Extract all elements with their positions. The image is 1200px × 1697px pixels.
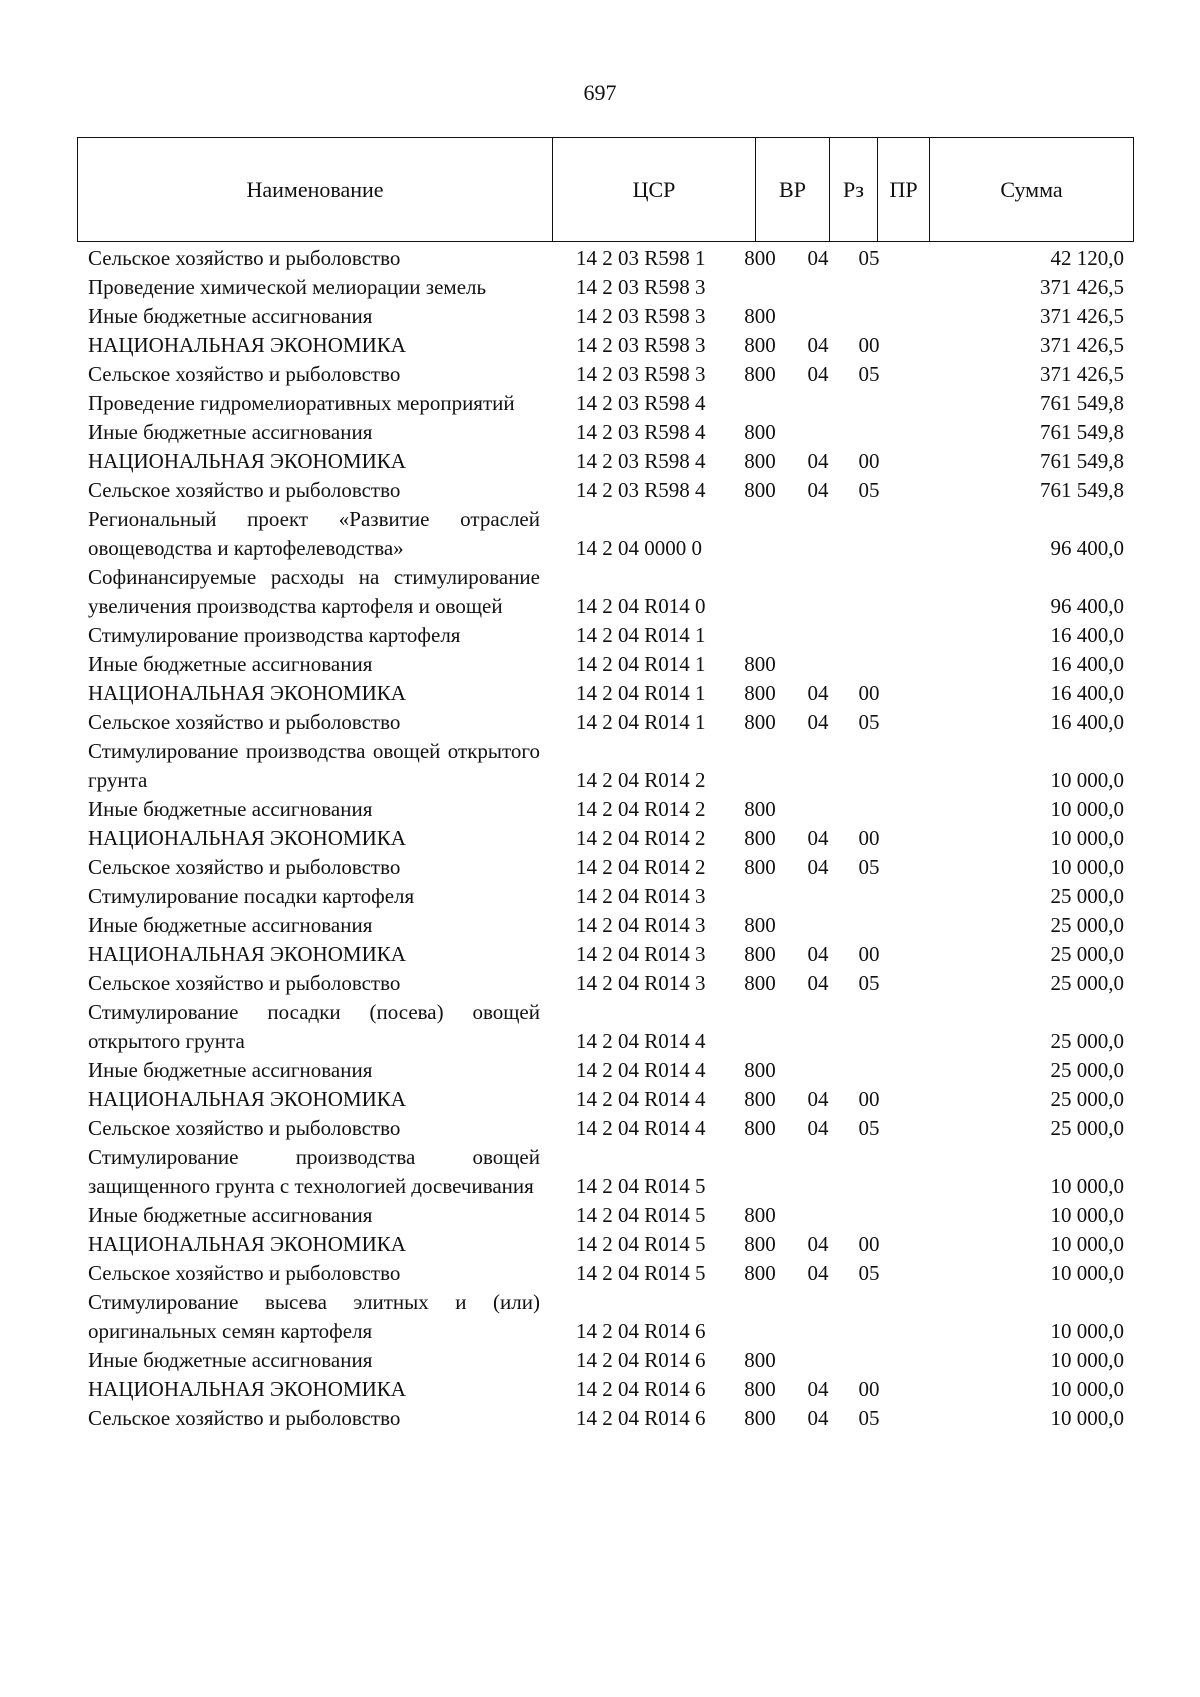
row-csr: 14 2 04 R014 4 <box>576 1116 706 1140</box>
row-name: Стимулирование производства картофеля <box>88 623 461 647</box>
table-row <box>88 418 1124 447</box>
table-row <box>88 998 1124 1056</box>
row-sum: 25 000,0 <box>1050 1116 1124 1140</box>
row-name: НАЦИОНАЛЬНАЯ ЭКОНОМИКА <box>88 1232 406 1256</box>
row-sum: 10 000,0 <box>1050 1348 1124 1372</box>
table-row <box>88 505 1124 563</box>
row-name: Проведение химической мелиорации земель <box>88 275 487 299</box>
row-name: Иные бюджетные ассигнования <box>88 304 373 328</box>
row-sum: 16 400,0 <box>1050 681 1124 705</box>
row-csr: 14 2 04 R014 4 <box>576 1058 706 1082</box>
row-sum: 10 000,0 <box>1050 1406 1124 1430</box>
row-vr: 800 <box>744 1348 776 1372</box>
row-name: Иные бюджетные ассигнования <box>88 1348 373 1372</box>
row-csr: 14 2 04 R014 4 <box>576 1087 706 1111</box>
row-pr: 00 <box>858 333 880 357</box>
row-name: Иные бюджетные ассигнования <box>88 797 373 821</box>
row-sum: 25 000,0 <box>1050 1058 1124 1082</box>
table-row <box>88 302 1124 331</box>
table-row <box>88 795 1124 824</box>
row-vr: 800 <box>744 304 776 328</box>
header-sum: Сумма <box>930 138 1134 242</box>
row-pr: 05 <box>858 855 880 879</box>
row-csr: 14 2 03 R598 4 <box>576 420 706 444</box>
row-name: НАЦИОНАЛЬНАЯ ЭКОНОМИКА <box>88 942 406 966</box>
row-name: Иные бюджетные ассигнования <box>88 420 373 444</box>
row-sum: 25 000,0 <box>1050 942 1124 966</box>
row-sum: 25 000,0 <box>1050 1087 1124 1111</box>
table-header <box>77 137 1134 242</box>
table-row <box>88 476 1124 505</box>
row-rz: 04 <box>807 1087 829 1111</box>
table-row <box>88 621 1124 650</box>
row-vr: 800 <box>744 1406 776 1430</box>
row-csr: 14 2 03 R598 3 <box>576 333 706 357</box>
table-row <box>88 940 1124 969</box>
row-vr: 800 <box>744 1203 776 1227</box>
row-name: НАЦИОНАЛЬНАЯ ЭКОНОМИКА <box>88 333 406 357</box>
row-name: Сельское хозяйство и рыболовство <box>88 362 401 386</box>
table-row <box>88 273 1124 302</box>
row-name: Сельское хозяйство и рыболовство <box>88 710 401 734</box>
table-row <box>88 1056 1124 1085</box>
row-csr: 14 2 04 R014 6 <box>576 1377 706 1401</box>
row-name: Стимулирование производства овощей защищенного грунта с технологией досвечивания <box>88 1145 540 1198</box>
row-sum: 96 400,0 <box>1050 594 1124 618</box>
row-csr: 14 2 04 R014 5 <box>576 1174 706 1198</box>
row-csr: 14 2 04 R014 2 <box>576 855 706 879</box>
row-pr: 00 <box>858 942 880 966</box>
row-pr: 05 <box>858 1261 880 1285</box>
row-sum: 25 000,0 <box>1050 884 1124 908</box>
row-pr: 00 <box>858 449 880 473</box>
table-row <box>88 1404 1124 1433</box>
row-name: Сельское хозяйство и рыболовство <box>88 1261 401 1285</box>
row-sum: 16 400,0 <box>1050 652 1124 676</box>
row-name: Сельское хозяйство и рыболовство <box>88 1406 401 1430</box>
row-pr: 00 <box>858 681 880 705</box>
row-csr: 14 2 04 R014 5 <box>576 1203 706 1227</box>
row-name: Иные бюджетные ассигнования <box>88 652 373 676</box>
row-csr: 14 2 04 R014 6 <box>576 1406 706 1430</box>
row-rz: 04 <box>807 855 829 879</box>
row-sum: 10 000,0 <box>1050 1232 1124 1256</box>
row-csr: 14 2 03 R598 1 <box>576 246 706 270</box>
row-sum: 10 000,0 <box>1050 1203 1124 1227</box>
table-row <box>88 708 1124 737</box>
row-sum: 10 000,0 <box>1050 826 1124 850</box>
row-sum: 16 400,0 <box>1050 623 1124 647</box>
table-row <box>88 1143 1124 1201</box>
row-name: Сельское хозяйство и рыболовство <box>88 246 401 270</box>
row-vr: 800 <box>744 1087 776 1111</box>
row-rz: 04 <box>807 246 829 270</box>
row-name: Стимулирование посадки (посева) овощей открытого грунта <box>88 1000 540 1053</box>
table-row <box>88 244 1124 273</box>
row-csr: 14 2 04 R014 5 <box>576 1261 706 1285</box>
table-row <box>88 1259 1124 1288</box>
row-csr: 14 2 04 R014 3 <box>576 913 706 937</box>
row-name: Сельское хозяйство и рыболовство <box>88 478 401 502</box>
table-row <box>88 1114 1124 1143</box>
row-vr: 800 <box>744 652 776 676</box>
table-row <box>88 911 1124 940</box>
row-pr: 05 <box>858 478 880 502</box>
table-row <box>88 1288 1124 1346</box>
row-vr: 800 <box>744 420 776 444</box>
header-vr: ВР <box>756 138 830 242</box>
row-sum: 10 000,0 <box>1050 855 1124 879</box>
row-csr: 14 2 04 R014 1 <box>576 623 706 647</box>
row-sum: 761 549,8 <box>1040 478 1124 502</box>
row-rz: 04 <box>807 1261 829 1285</box>
row-rz: 04 <box>807 478 829 502</box>
row-name: НАЦИОНАЛЬНАЯ ЭКОНОМИКА <box>88 449 406 473</box>
row-rz: 04 <box>807 1116 829 1140</box>
row-csr: 14 2 04 R014 5 <box>576 1232 706 1256</box>
row-rz: 04 <box>807 710 829 734</box>
row-csr: 14 2 03 R598 4 <box>576 478 706 502</box>
table-row <box>88 389 1124 418</box>
row-vr: 800 <box>744 855 776 879</box>
row-vr: 800 <box>744 913 776 937</box>
row-rz: 04 <box>807 362 829 386</box>
row-name: Иные бюджетные ассигнования <box>88 1203 373 1227</box>
row-sum: 371 426,5 <box>1040 333 1124 357</box>
row-vr: 800 <box>744 1377 776 1401</box>
row-pr: 05 <box>858 1116 880 1140</box>
row-rz: 04 <box>807 971 829 995</box>
row-rz: 04 <box>807 942 829 966</box>
row-csr: 14 2 04 R014 1 <box>576 681 706 705</box>
page-number: 697 <box>583 80 617 105</box>
row-sum: 25 000,0 <box>1050 971 1124 995</box>
row-csr: 14 2 04 R014 6 <box>576 1348 706 1372</box>
table-row <box>88 1085 1124 1114</box>
table-body <box>88 244 1124 1433</box>
row-name: НАЦИОНАЛЬНАЯ ЭКОНОМИКА <box>88 681 406 705</box>
row-vr: 800 <box>744 826 776 850</box>
row-vr: 800 <box>744 1232 776 1256</box>
row-sum: 761 549,8 <box>1040 449 1124 473</box>
row-name: Иные бюджетные ассигнования <box>88 1058 373 1082</box>
row-pr: 05 <box>858 362 880 386</box>
row-sum: 42 120,0 <box>1050 246 1124 270</box>
row-name: Сельское хозяйство и рыболовство <box>88 1116 401 1140</box>
table-row <box>88 650 1124 679</box>
row-vr: 800 <box>744 362 776 386</box>
row-name: Иные бюджетные ассигнования <box>88 913 373 937</box>
row-name: Сельское хозяйство и рыболовство <box>88 971 401 995</box>
row-pr: 00 <box>858 826 880 850</box>
row-vr: 800 <box>744 449 776 473</box>
row-pr: 00 <box>858 1087 880 1111</box>
table-row <box>88 737 1124 795</box>
row-sum: 761 549,8 <box>1040 391 1124 415</box>
row-csr: 14 2 04 R014 3 <box>576 884 706 908</box>
table-row <box>88 447 1124 476</box>
table-row <box>88 1230 1124 1259</box>
row-pr: 05 <box>858 710 880 734</box>
table-row <box>88 1346 1124 1375</box>
row-csr: 14 2 04 R014 2 <box>576 768 706 792</box>
row-vr: 800 <box>744 797 776 821</box>
row-pr: 05 <box>858 246 880 270</box>
row-vr: 800 <box>744 942 776 966</box>
row-sum: 96 400,0 <box>1050 536 1124 560</box>
row-rz: 04 <box>807 1377 829 1401</box>
row-vr: 800 <box>744 710 776 734</box>
row-rz: 04 <box>807 333 829 357</box>
row-sum: 10 000,0 <box>1050 1377 1124 1401</box>
row-csr: 14 2 04 R014 0 <box>576 594 706 618</box>
header-name: Наименование <box>78 138 553 242</box>
row-vr: 800 <box>744 246 776 270</box>
row-csr: 14 2 04 R014 2 <box>576 797 706 821</box>
row-rz: 04 <box>807 449 829 473</box>
row-vr: 800 <box>744 681 776 705</box>
row-name: Сельское хозяйство и рыболовство <box>88 855 401 879</box>
row-name: Стимулирование высева элитных и (или) оригинальных семян картофеля <box>88 1290 540 1343</box>
table-row <box>88 1375 1124 1404</box>
row-vr: 800 <box>744 1116 776 1140</box>
row-vr: 800 <box>744 971 776 995</box>
row-sum: 16 400,0 <box>1050 710 1124 734</box>
header-csr: ЦСР <box>553 138 756 242</box>
row-sum: 10 000,0 <box>1050 1174 1124 1198</box>
row-csr: 14 2 04 R014 4 <box>576 1029 706 1053</box>
row-name: Региональный проект «Развитие отраслей овощеводства и картофелеводства» <box>88 507 540 560</box>
row-rz: 04 <box>807 1232 829 1256</box>
row-sum: 371 426,5 <box>1040 275 1124 299</box>
row-sum: 371 426,5 <box>1040 304 1124 328</box>
row-csr: 14 2 04 R014 3 <box>576 942 706 966</box>
row-csr: 14 2 04 0000 0 <box>576 536 702 560</box>
row-rz: 04 <box>807 1406 829 1430</box>
row-csr: 14 2 03 R598 4 <box>576 449 706 473</box>
table-row <box>88 563 1124 621</box>
row-csr: 14 2 04 R014 3 <box>576 971 706 995</box>
row-name: НАЦИОНАЛЬНАЯ ЭКОНОМИКА <box>88 1377 406 1401</box>
row-csr: 14 2 03 R598 3 <box>576 275 706 299</box>
row-rz: 04 <box>807 826 829 850</box>
row-vr: 800 <box>744 1261 776 1285</box>
row-sum: 10 000,0 <box>1050 1319 1124 1343</box>
row-name: Проведение гидромелиоративных мероприятий <box>88 391 515 415</box>
row-vr: 800 <box>744 1058 776 1082</box>
table-row <box>88 331 1124 360</box>
row-csr: 14 2 04 R014 1 <box>576 652 706 676</box>
row-csr: 14 2 03 R598 3 <box>576 304 706 328</box>
row-rz: 04 <box>807 681 829 705</box>
row-name: Софинансируемые расходы на стимулирование увеличения производства картофеля и овощей <box>88 565 540 618</box>
row-sum: 10 000,0 <box>1050 797 1124 821</box>
row-csr: 14 2 03 R598 4 <box>576 391 706 415</box>
row-sum: 25 000,0 <box>1050 913 1124 937</box>
row-pr: 00 <box>858 1377 880 1401</box>
row-csr: 14 2 04 R014 6 <box>576 1319 706 1343</box>
header-rz: Рз <box>830 138 878 242</box>
row-name: НАЦИОНАЛЬНАЯ ЭКОНОМИКА <box>88 826 406 850</box>
table-row <box>88 969 1124 998</box>
row-sum: 371 426,5 <box>1040 362 1124 386</box>
table-row <box>88 882 1124 911</box>
row-sum: 10 000,0 <box>1050 1261 1124 1285</box>
table-row <box>88 679 1124 708</box>
row-sum: 761 549,8 <box>1040 420 1124 444</box>
row-csr: 14 2 03 R598 3 <box>576 362 706 386</box>
row-name: Стимулирование производства овощей открытого грунта <box>88 739 540 792</box>
row-csr: 14 2 04 R014 2 <box>576 826 706 850</box>
row-name: Стимулирование посадки картофеля <box>88 884 415 908</box>
row-name: НАЦИОНАЛЬНАЯ ЭКОНОМИКА <box>88 1087 406 1111</box>
row-pr: 05 <box>858 1406 880 1430</box>
header-pr: ПР <box>878 138 930 242</box>
table-row <box>88 1201 1124 1230</box>
row-vr: 800 <box>744 478 776 502</box>
row-pr: 00 <box>858 1232 880 1256</box>
table-row <box>88 853 1124 882</box>
row-sum: 25 000,0 <box>1050 1029 1124 1053</box>
row-sum: 10 000,0 <box>1050 768 1124 792</box>
table-row <box>88 360 1124 389</box>
row-vr: 800 <box>744 333 776 357</box>
row-csr: 14 2 04 R014 1 <box>576 710 706 734</box>
table-row <box>88 824 1124 853</box>
row-pr: 05 <box>858 971 880 995</box>
